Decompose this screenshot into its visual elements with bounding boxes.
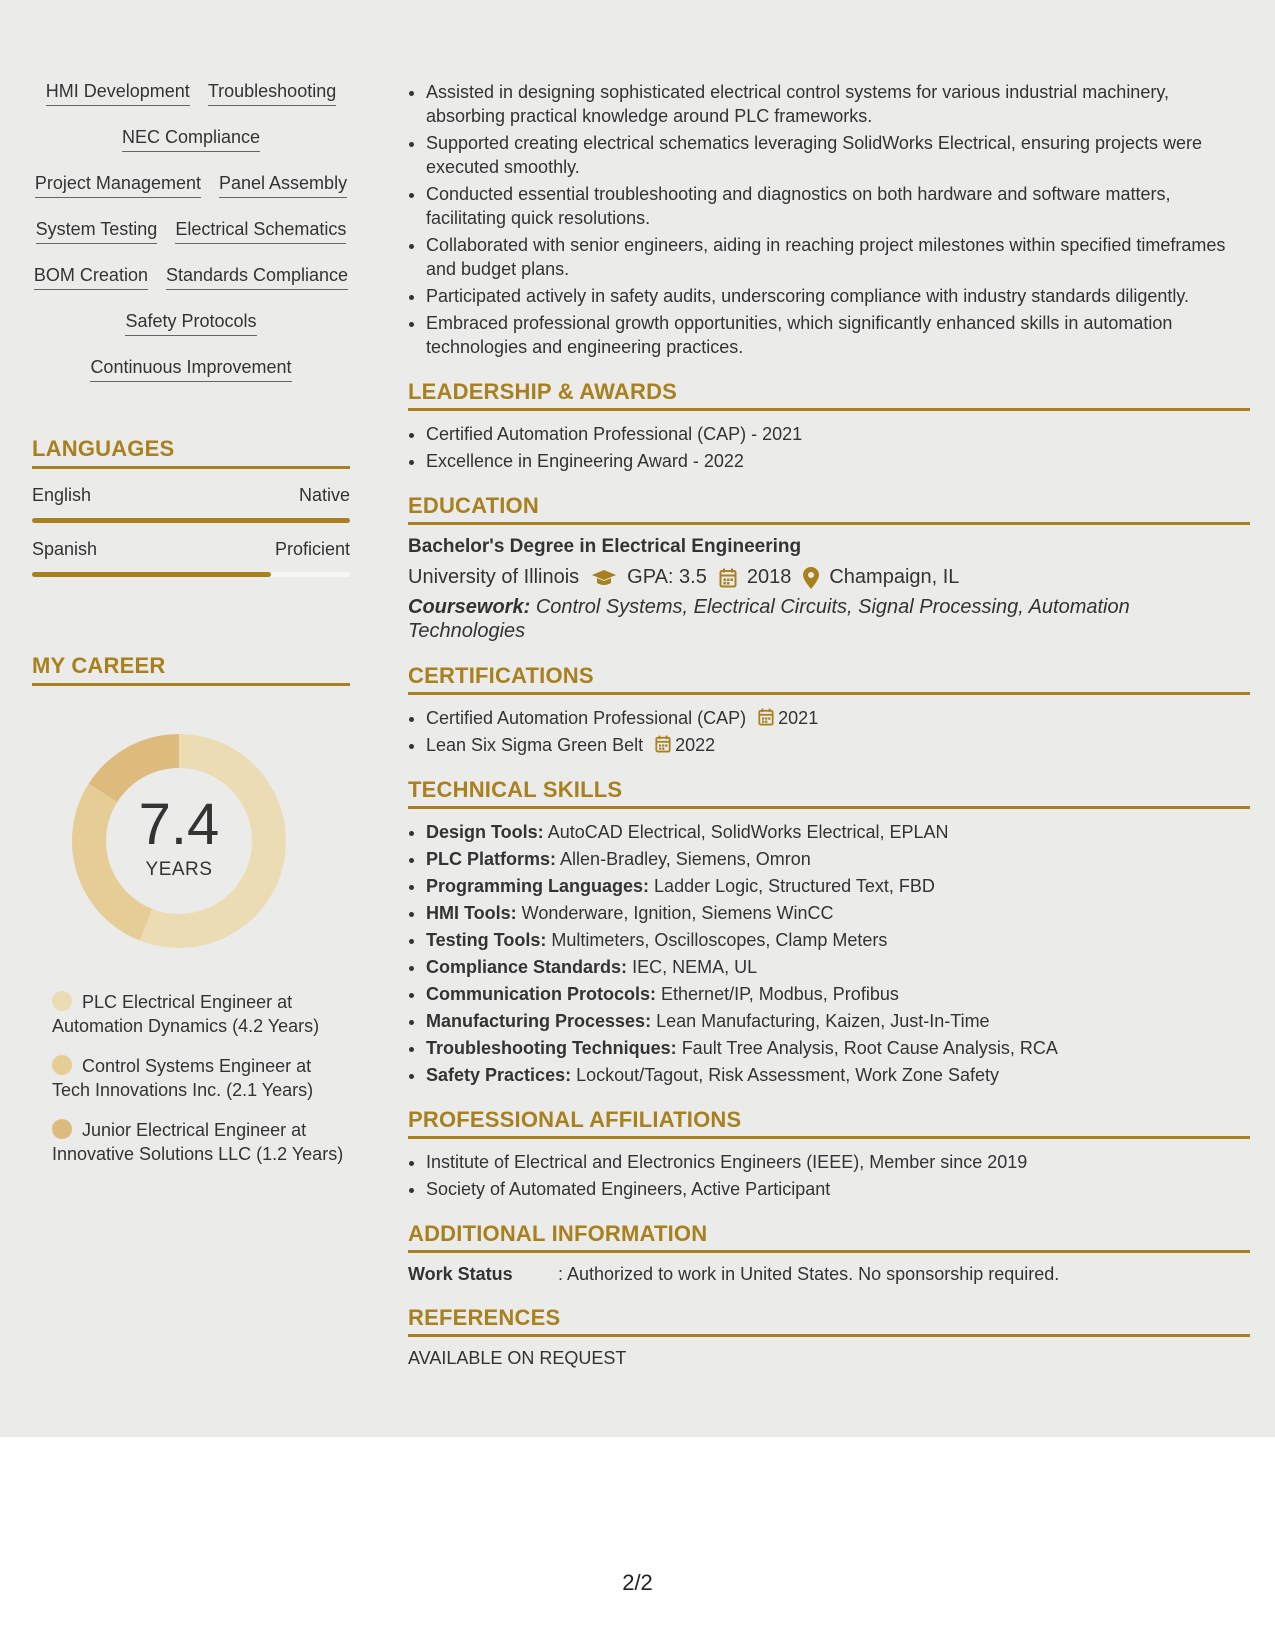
- language-bar: [32, 518, 350, 523]
- language-bar-fill: [32, 572, 271, 577]
- career-total-unit: YEARS: [145, 859, 213, 880]
- career-label: PLC Electrical Engineer at Automation Dynamics (4.2 Years): [52, 992, 320, 1036]
- degree-title: Bachelor's Degree in Electrical Engineering: [408, 536, 802, 557]
- language-name: Spanish: [32, 539, 98, 559]
- experience-bullets: [408, 80, 1250, 359]
- donut-center: [64, 726, 294, 956]
- languages-section: [32, 436, 350, 577]
- school-name: University of Illinois: [408, 566, 580, 588]
- references-text: AVAILABLE ON REQUEST: [408, 1348, 627, 1368]
- technical-skill-item: [426, 820, 1250, 844]
- technical-skill-label: Programming Languages:: [426, 876, 650, 896]
- language-bar-fill: [32, 518, 350, 523]
- technical-skill-value: Fault Tree Analysis, Root Cause Analysis, RCA: [681, 1038, 1058, 1058]
- leadership-item: • Excellence in Engineering Award - 2022: [426, 449, 1250, 473]
- experience-bullet: • Assisted in designing sophisticated electrical control systems for various industrial machinery, absorbing practical knowledge around PLC frameworks.: [426, 80, 1250, 128]
- technical-skills-list: [408, 820, 1250, 1087]
- technical-skill-value: Ladder Logic, Structured Text, FBD: [654, 876, 935, 896]
- skill-tag: Troubleshooting: [208, 80, 336, 106]
- skill-tags: [32, 80, 350, 382]
- technical-skill-label: Compliance Standards:: [426, 957, 628, 977]
- technical-skill-value: Ethernet/IP, Modbus, Profibus: [661, 984, 899, 1004]
- language-level: Proficient: [274, 539, 350, 559]
- technical-skill-item: [426, 874, 1250, 898]
- certification-name: Lean Six Sigma Green Belt: [426, 735, 644, 755]
- certification-year: 2021: [778, 708, 819, 728]
- right-column: [408, 80, 1250, 1369]
- experience-bullet: • Embraced professional growth opportunities, which significantly enhanced skills in automation technologies and engineering practices.: [426, 311, 1250, 359]
- technical-skill-item: [426, 1063, 1250, 1087]
- affiliation-item: • Institute of Electrical and Electronics Engineers (IEEE), Member since 2019: [426, 1150, 1250, 1174]
- certifications-list: [408, 706, 1250, 757]
- work-status-row: [408, 1264, 1250, 1285]
- coursework-text: Control Systems, Electrical Circuits, Signal Processing, Automation Technologies: [408, 596, 1130, 642]
- career-heading: MY CAREER: [32, 653, 350, 686]
- languages-list: [32, 485, 350, 577]
- career-section: [32, 653, 350, 1166]
- references-heading: REFERENCES: [408, 1305, 1250, 1337]
- affiliation-item: • Society of Automated Engineers, Active Participant: [426, 1177, 1250, 1201]
- technical-skill-item: [426, 1036, 1250, 1060]
- school-location: Champaign, IL: [829, 566, 960, 588]
- experience-bullet: • Conducted essential troubleshooting and diagnostics on both hardware and software matters, facilitating quick resolutions.: [426, 182, 1250, 230]
- skill-tag: Standards Compliance: [166, 264, 348, 290]
- career-label: Junior Electrical Engineer at Innovative Solutions LLC (1.2 Years): [52, 1120, 344, 1164]
- skill-tag: Project Management: [35, 172, 201, 198]
- leadership-list: [408, 422, 1250, 473]
- certification-item: [426, 706, 1250, 730]
- technical-skill-label: Testing Tools:: [426, 930, 547, 950]
- location-pin-icon: [803, 567, 819, 589]
- technical-skill-value: Allen-Bradley, Siemens, Omron: [560, 849, 811, 869]
- certification-year: 2022: [675, 735, 716, 755]
- legend-dot: [52, 1119, 72, 1139]
- coursework-label: Coursework:: [408, 596, 531, 618]
- skill-tag: Panel Assembly: [219, 172, 347, 198]
- technical-skill-label: Safety Practices:: [426, 1065, 572, 1085]
- affiliations-list: [408, 1150, 1250, 1201]
- calendar-icon: [719, 568, 737, 588]
- technical-skill-value: Lean Manufacturing, Kaizen, Just-In-Time: [656, 1011, 990, 1031]
- leadership-item: • Certified Automation Professional (CAP) - 2021: [426, 422, 1250, 446]
- career-legend: [32, 990, 350, 1166]
- graduation-cap-icon: [591, 569, 617, 587]
- language-level: Native: [298, 485, 350, 505]
- skill-tag: Safety Protocols: [125, 310, 256, 336]
- technical-skill-item: [426, 847, 1250, 871]
- skill-tag: Electrical Schematics: [175, 218, 346, 244]
- career-total-years: 7.4: [138, 792, 220, 857]
- technical-skill-value: Lockout/Tagout, Risk Assessment, Work Zone Safety: [576, 1065, 999, 1085]
- work-status-value: : Authorized to work in United States. No sponsorship required.: [558, 1264, 1060, 1284]
- skill-tag: HMI Development: [46, 80, 190, 106]
- additional-info-heading: ADDITIONAL INFORMATION: [408, 1221, 1250, 1253]
- page-number: 2/2: [622, 1570, 653, 1595]
- skill-tag: NEC Compliance: [122, 126, 260, 152]
- technical-skill-value: Multimeters, Oscilloscopes, Clamp Meters: [551, 930, 888, 950]
- career-legend-item: [52, 990, 350, 1038]
- languages-heading: LANGUAGES: [32, 436, 350, 469]
- experience-bullet: • Collaborated with senior engineers, aiding in reaching project milestones within specified timeframes and budget plans.: [426, 233, 1250, 281]
- technical-skill-label: Troubleshooting Techniques:: [426, 1038, 677, 1058]
- technical-skill-value: Wonderware, Ignition, Siemens WinCC: [521, 903, 834, 923]
- language-name: English: [32, 485, 92, 505]
- language-bar: [32, 572, 350, 577]
- graduation-year: 2018: [746, 566, 792, 588]
- technical-skill-label: HMI Tools:: [426, 903, 517, 923]
- education-details: [408, 566, 1250, 589]
- language-row: [32, 539, 350, 560]
- career-donut-chart: [64, 726, 294, 956]
- left-column: [32, 80, 350, 1182]
- certification-item: [426, 733, 1250, 757]
- technical-skill-value: AutoCAD Electrical, SolidWorks Electrical, EPLAN: [547, 822, 949, 842]
- technical-skill-item: [426, 982, 1250, 1006]
- skill-tag: BOM Creation: [34, 264, 148, 290]
- technical-skill-item: [426, 1009, 1250, 1033]
- technical-skill-label: PLC Platforms:: [426, 849, 557, 869]
- experience-bullet: • Participated actively in safety audits, underscoring compliance with industry standards diligently.: [426, 284, 1250, 308]
- technical-skill-item: [426, 955, 1250, 979]
- language-row: [32, 485, 350, 506]
- career-legend-item: [52, 1118, 350, 1166]
- technical-skill-label: Design Tools:: [426, 822, 544, 842]
- affiliations-heading: PROFESSIONAL AFFILIATIONS: [408, 1107, 1250, 1139]
- career-label: Control Systems Engineer at Tech Innovations Inc. (2.1 Years): [52, 1056, 314, 1100]
- certifications-heading: CERTIFICATIONS: [408, 663, 1250, 695]
- technical-skill-value: IEC, NEMA, UL: [632, 957, 758, 977]
- gpa-text: GPA: 3.5: [627, 566, 707, 588]
- calendar-icon: [655, 735, 671, 753]
- legend-dot: [52, 1055, 72, 1075]
- technical-skills-heading: TECHNICAL SKILLS: [408, 777, 1250, 809]
- technical-skill-label: Manufacturing Processes:: [426, 1011, 652, 1031]
- technical-skill-label: Communication Protocols:: [426, 984, 657, 1004]
- leadership-heading: LEADERSHIP & AWARDS: [408, 379, 1250, 411]
- legend-dot: [52, 991, 72, 1011]
- coursework: [408, 595, 1250, 643]
- skill-tag: Continuous Improvement: [90, 356, 291, 382]
- work-status-label: Work Status: [408, 1264, 513, 1284]
- technical-skill-item: [426, 901, 1250, 925]
- skill-tag: System Testing: [36, 218, 158, 244]
- calendar-icon: [758, 708, 774, 726]
- technical-skill-item: [426, 928, 1250, 952]
- career-legend-item: [52, 1054, 350, 1102]
- certification-name: Certified Automation Professional (CAP): [426, 708, 747, 728]
- experience-bullet: • Supported creating electrical schematics leveraging SolidWorks Electrical, ensuring projects were executed smoothly.: [426, 131, 1250, 179]
- education-heading: EDUCATION: [408, 493, 1250, 525]
